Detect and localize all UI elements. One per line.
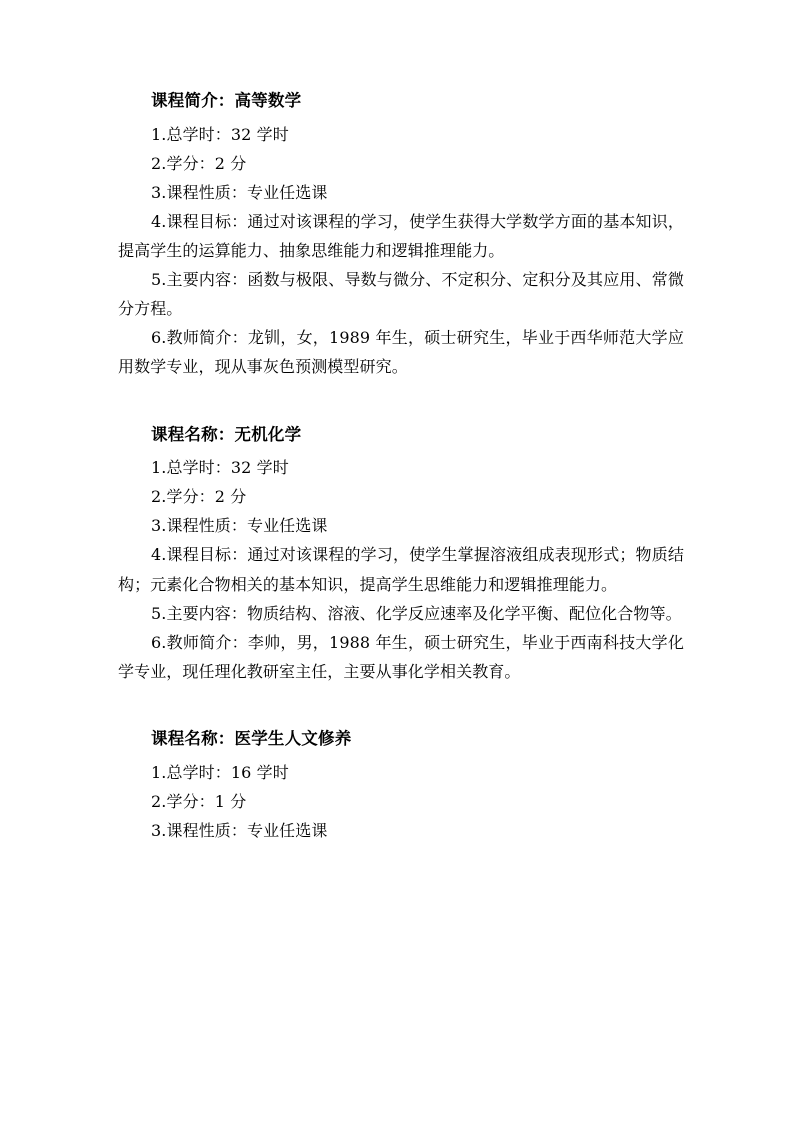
course-detail-nature: 3.课程性质：专业任选课 (151, 820, 328, 840)
course-heading: 课程名称：无机化学 (151, 424, 302, 444)
course-heading: 课程名称：医学生人文修养 (151, 728, 352, 748)
course-section-medical-humanities (118, 726, 684, 845)
course-detail-credits: 2.学分：1 分 (151, 791, 247, 811)
document-body (118, 88, 684, 845)
course-detail-total-hours: 1.总学时：32 学时 (151, 124, 289, 144)
course-detail-instructor-bio: 6.教师简介：李帅，男，1988 年生，硕士研究生，毕业于西南科技大学化学专业，现任理化教研室主任，主要从事化学相关教育。 (118, 632, 684, 681)
course-heading: 课程简介：高等数学 (151, 91, 302, 110)
course-detail-main-content: 5.主要内容：函数与极限、导数与微分、不定积分、定积分及其应用、常微分方程。 (118, 270, 684, 319)
course-detail-objectives: 4.课程目标：通过对该课程的学习，使学生获得大学数学方面的基本知识，提高学生的运算能力、抽象思维能力和逻辑推理能力。 (118, 211, 684, 260)
course-section-advanced-mathematics (118, 88, 684, 382)
course-detail-objectives: 4.课程目标：通过对该课程的学习，使学生掌握溶液组成表现形式；物质结构；元素化合物相关的基本知识，提高学生思维能力和逻辑推理能力。 (118, 545, 684, 594)
course-detail-credits: 2.学分：2 分 (151, 153, 247, 173)
course-detail-main-content: 5.主要内容：物质结构、溶液、化学反应速率及化学平衡、配位化合物等。 (151, 603, 682, 623)
course-detail-nature: 3.课程性质：专业任选课 (151, 182, 328, 202)
course-detail-total-hours: 1.总学时：16 学时 (151, 762, 289, 782)
course-section-inorganic-chemistry (118, 422, 684, 686)
course-detail-total-hours: 1.总学时：32 学时 (151, 458, 289, 478)
course-detail-credits: 2.学分：2 分 (151, 487, 247, 507)
course-detail-instructor-bio: 6.教师简介：龙钏，女，1989 年生，硕士研究生，毕业于西华师范大学应用数学专业，现从事灰色预测模型研究。 (118, 328, 684, 377)
course-detail-nature: 3.课程性质：专业任选课 (151, 516, 328, 536)
